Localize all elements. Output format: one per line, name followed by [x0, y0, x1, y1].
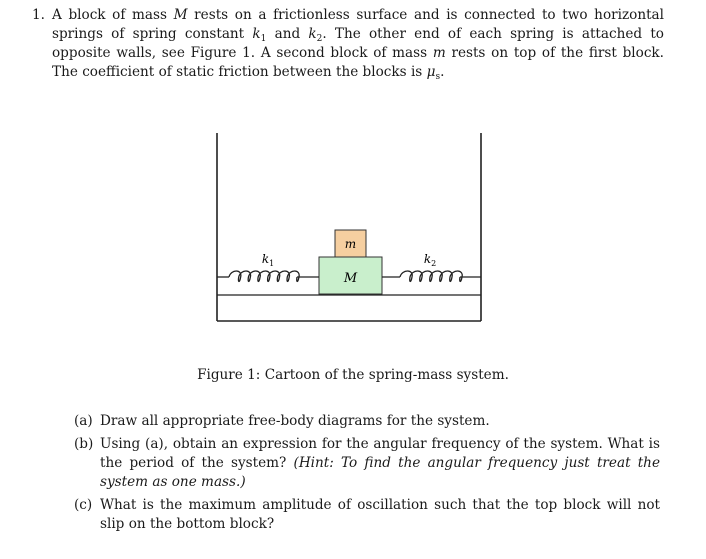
problem-statement: A block of mass M rests on a frictionless surface and is connected to two horizontal springs of spring constant $k_1$ and $k_2$. The other end of each spring is attached to opposite walls, see Figure 1. A second block of mass m rests on top of the first block. The coefficient of static friction between the blocks is $\mu_s$. [52, 7, 664, 82]
hint-text: (Hint: To find the angular frequency just treat the system as one mass.) [100, 455, 660, 490]
part-b [74, 435, 660, 492]
part-label: (b) [74, 436, 94, 452]
math-variable: μ [426, 64, 436, 80]
part-text: Using (a), obtain an expression for the angular frequency of the system. What is the period of the system? [100, 436, 660, 471]
figure-caption: Figure 1: Cartoon of the spring-mass system. [197, 367, 509, 383]
math-variable: M [173, 7, 188, 23]
part-text: What is the maximum amplitude of oscillation such that the top block will not slip on the bottom block? [100, 497, 660, 532]
part-a [74, 412, 660, 431]
spring-k2-label: $k_2$ [423, 252, 437, 268]
block-m-label: m [344, 237, 357, 251]
spring-mass-figure [205, 125, 495, 340]
problem-1 [32, 6, 664, 82]
math-variable: k [308, 26, 317, 42]
spring-k2 [400, 271, 462, 282]
part-label: (c) [74, 497, 93, 513]
part-label: (a) [74, 413, 93, 429]
math-subscript: 2 [316, 34, 323, 44]
math-variable: m [432, 45, 446, 61]
part-text: Draw all appropriate free-body diagrams for the system. [100, 413, 490, 429]
spring-k1-label: $k_1$ [261, 252, 275, 268]
part-c [74, 496, 660, 534]
problem-number: 1. [32, 7, 45, 23]
math-subscript: s [435, 72, 441, 82]
math-subscript: 1 [260, 34, 267, 44]
spring-k1 [229, 271, 299, 282]
math-variable: k [252, 26, 261, 42]
block-M-label: M [343, 271, 358, 286]
question-parts [74, 412, 660, 538]
